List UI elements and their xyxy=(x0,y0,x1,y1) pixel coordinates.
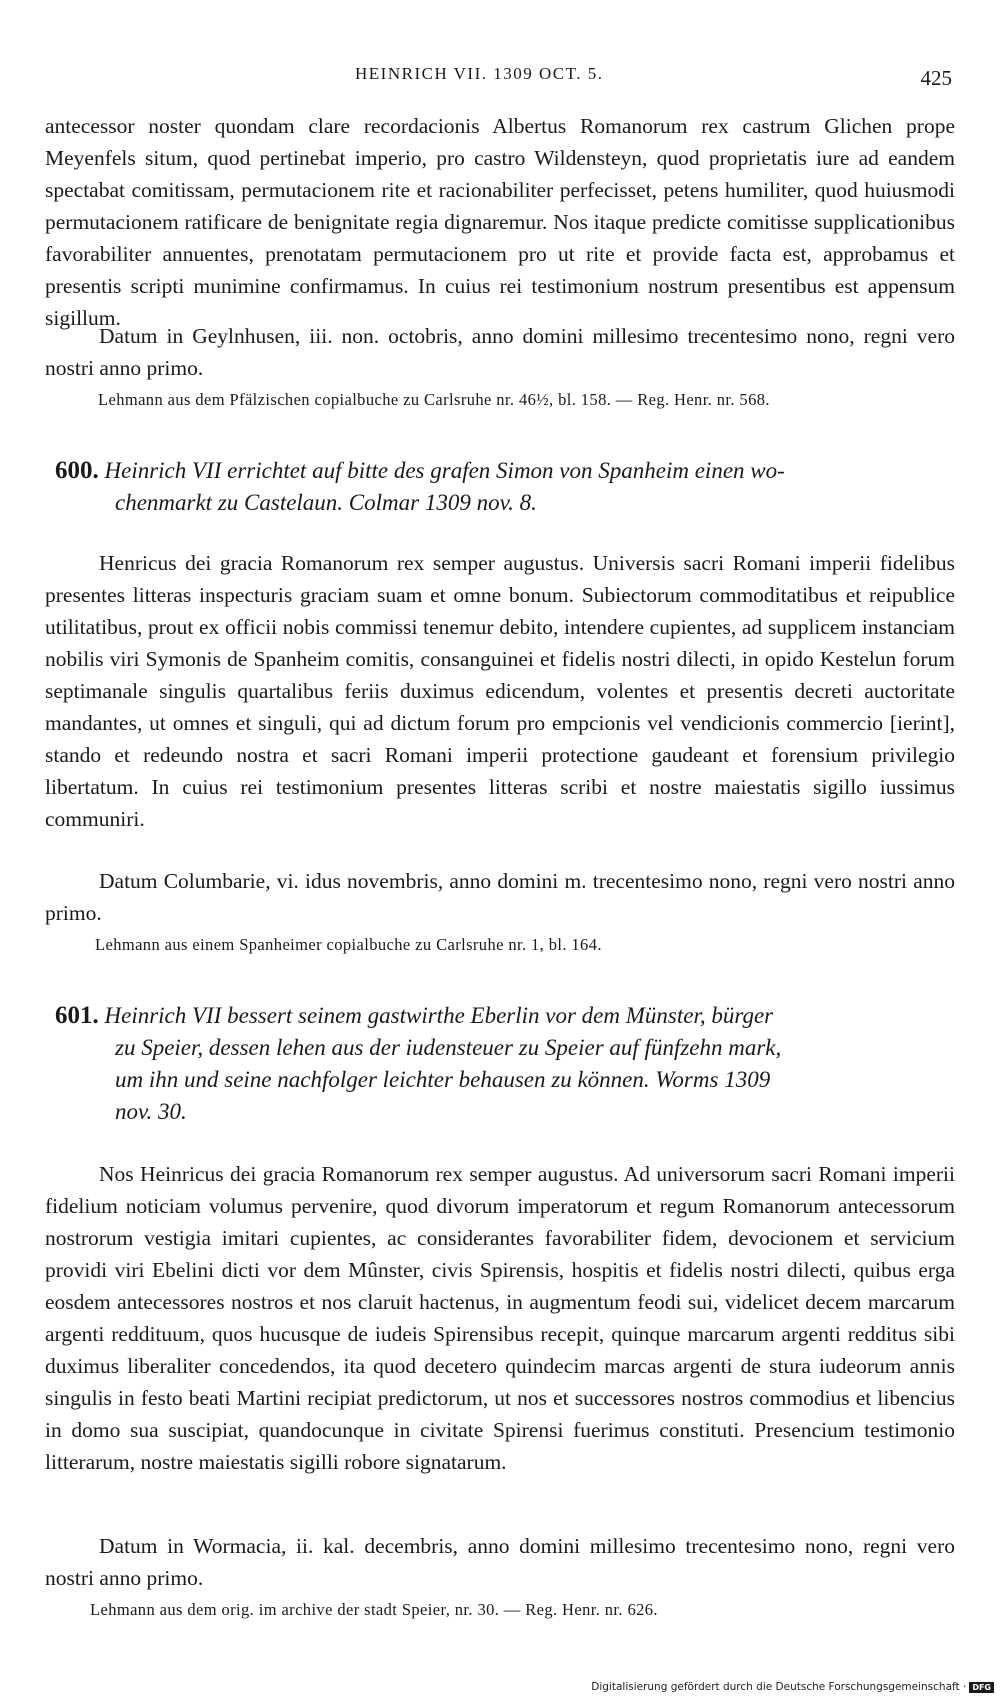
dfg-logo: DFG xyxy=(969,1682,994,1693)
doc-600-body: Henricus dei gracia Romanorum rex semper augustus. Universis sacri Romani imperii fidelibus presentes litteras inspecturis graciam suam et omne bonum. Subiectorum commoditatibus et reipublice utilitatibus, prout ex officii nobis commissi tenemur debito, intendere cupientes, ad supplicem instanciam nobilis viri Symonis de Spanheim comitis, consanguinei et fidelis nostri dilecti, in opido Kestelun forum septimanale singulis quartalibus feriis duximus edicendum, volentes et presentis decreti auctoritate mandantes, ut omnes et singuli, qui ad dictum forum pro empcionis vel vendicionis commercio [ierint], stando et redeundo nostra et sacri Romani imperii protectione gaudeant et forensium privilegio libertatum. In cuius rei testimonium presentes litteras scribi et nostre maiestatis sigillo iussimus communiri. xyxy=(45,551,955,831)
doc-601-number: 601. xyxy=(55,1002,99,1029)
prev-doc-datum: Datum in Geylnhusen, iii. non. octobris, anno domini millesimo trecentesimo nono, regni vero nostri anno primo. xyxy=(45,324,955,380)
doc-600-number: 600. xyxy=(55,457,99,484)
doc-600-datum: Datum Columbarie, vi. idus novembris, anno domini m. trecentesimo nono, regni vero nostri anno primo. xyxy=(45,869,955,925)
digitization-credit xyxy=(591,1681,994,1693)
prev-doc-source: Lehmann aus dem Pfälzischen copialbuche zu Carlsruhe nr. 46½, bl. 158. — Reg. Henr. nr. 568. xyxy=(98,390,770,409)
doc-601-body: Nos Heinricus dei gracia Romanorum rex semper augustus. Ad universorum sacri Romani imperii fidelium noticiam volumus pervenire, quod divorum imperatorum et regum Romanorum antecessorum nostrorum vestigia imitari cupientes, ac considerantes favorabiliter fidem, devocionem et servicium providi viri Ebelini dicti vor dem Mûnster, civis Spirensis, hospitis et fidelis nostri dilecti, quibus erga eosdem antecessores nostros et nos claruit hactenus, in augmentum feodi sui, videlicet decem marcarum argenti reddituum, quos hucusque de iudeis Spirensibus recepit, quinque marcarum argenti redditus sibi duximus liberaliter concedendos, ita quod decetero quindecim marcas argenti de stura iudeorum annis singulis in festo beati Martini recipiat predictorum, ut nos et successores nostros commodius et libencius in domo sua suscipiat, quandocunque in civitate Spirensi fuerimus constituti. Presencium testimonio litterarum, nostre maiestatis sigilli robore signatarum. xyxy=(45,1162,955,1474)
doc-601-heading-line2: zu Speier, dessen lehen aus der iudensteuer zu Speier auf fünfzehn mark, xyxy=(115,1035,782,1060)
doc-600-heading-line2: chenmarkt zu Castelaun. Colmar 1309 nov. 8. xyxy=(115,490,537,515)
doc-600-heading-line1: Heinrich VII errichtet auf bitte des grafen Simon von Spanheim einen wo- xyxy=(104,458,785,483)
credit-text: Digitalisierung gefördert durch die Deutsche Forschungsgemeinschaft · xyxy=(591,1681,967,1693)
doc-601-heading-line4: nov. 30. xyxy=(115,1099,187,1124)
running-head-title: HEINRICH VII. 1309 OCT. 5. xyxy=(355,64,604,83)
doc-601-heading-line3: um ihn und seine nachfolger leichter behausen zu können. Worms 1309 xyxy=(115,1067,771,1092)
page-number: 425 xyxy=(920,66,952,90)
doc-601-heading xyxy=(55,1000,955,1128)
doc-600-heading xyxy=(55,455,955,519)
doc-601-heading-line1: Heinrich VII bessert seinem gastwirthe Eberlin vor dem Münster, bürger xyxy=(104,1003,774,1028)
prev-doc-body: antecessor noster quondam clare recordacionis Albertus Romanorum rex castrum Glichen prope Meyenfels situm, quod pertinebat imperio, pro castro Wildensteyn, quod proprietatis iure ad eandem spectabat comitissam, permutacionem rite et racionabiliter perfecisset, petens humiliter, quod huiusmodi permutacionem ratificare de benignitate regia dignaremur. Nos itaque predicte comitisse supplicationibus favorabiliter annuentes, prenotatam permutacionem pro ut rite et provide facta est, approbamus et presentis scripti munimine confirmamus. In cuius rei testimonium nostrum presentibus est appensum sigillum. xyxy=(45,114,955,330)
doc-601-datum: Datum in Wormacia, ii. kal. decembris, anno domini millesimo trecentesimo nono, regni vero nostri anno primo. xyxy=(45,1534,955,1590)
running-head xyxy=(0,64,1000,94)
doc-600-source: Lehmann aus einem Spanheimer copialbuche zu Carlsruhe nr. 1, bl. 164. xyxy=(95,935,602,954)
doc-601-source: Lehmann aus dem orig. im archive der stadt Speier, nr. 30. — Reg. Henr. nr. 626. xyxy=(90,1600,658,1619)
